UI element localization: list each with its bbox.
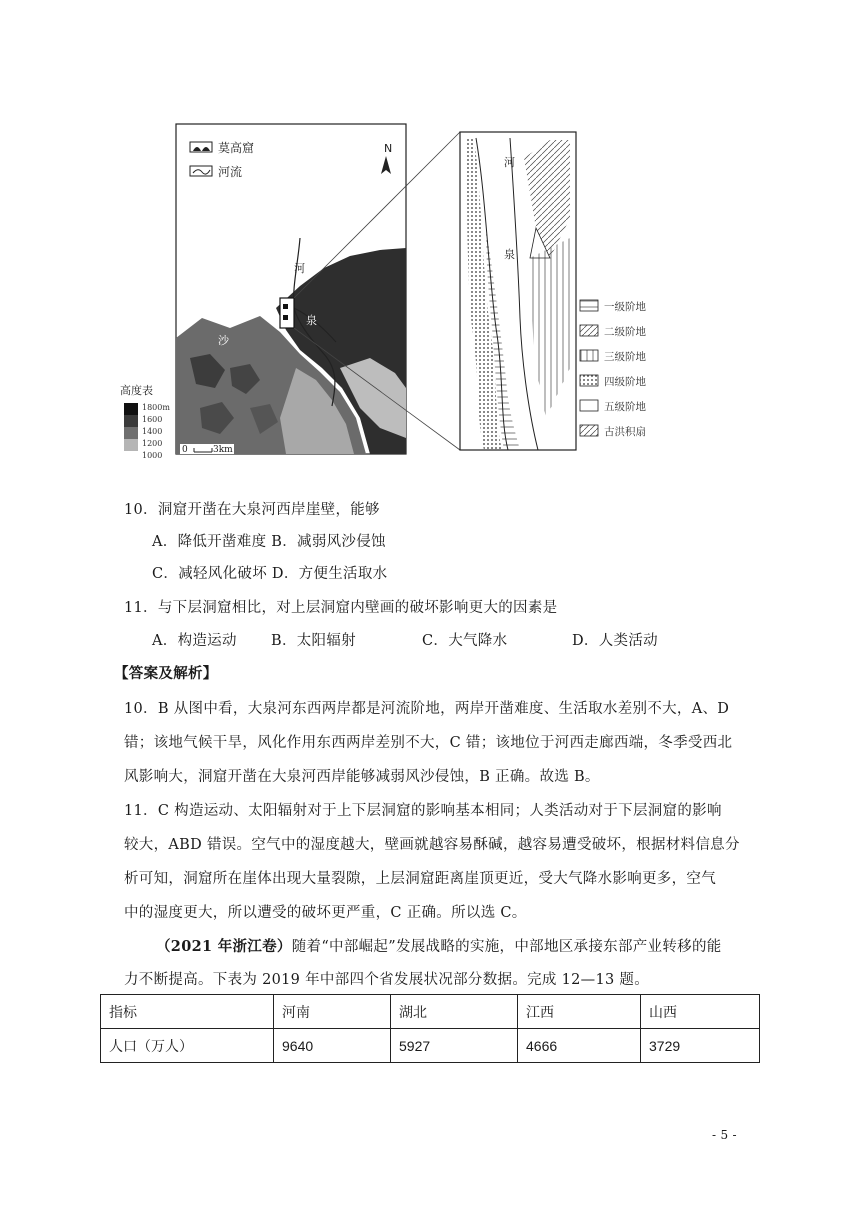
elev-tick-1400: 1400 (142, 427, 163, 436)
answer10-line2: 错；该地气候干旱，风化作用东西两岸差别不大，C 错；该地位于河西走廊西端，冬季受西北 (124, 735, 733, 751)
map-label-ming: 鸣 (208, 294, 219, 307)
answer11-line1: 11．C 构造运动、太阳辐射对于上下层洞窟的影响基本相同；人类活动对于下层洞窟的影响 (124, 803, 722, 819)
elev-tick-1800: 1800m (142, 403, 170, 412)
page-number: - 5 - (712, 1128, 737, 1142)
terrace-legend-5: 五级阶地 (604, 401, 646, 413)
data-table (100, 994, 760, 1063)
terrace-legend-1: 一级阶地 (604, 301, 646, 313)
elev-tick-1000: 1000 (142, 451, 163, 460)
terrace-legend-2: 二级阶地 (604, 326, 646, 338)
terrace-legend-5-swatch (580, 400, 598, 411)
table-cell: 湖北 (391, 995, 518, 1029)
figure-map (110, 118, 710, 463)
q11-option-d: D．人类活动 (572, 633, 658, 649)
answer11-line4: 中的湿度更大，所以遭受的破坏更严重，C 正确。所以选 C。 (124, 905, 527, 921)
scale-bar (180, 444, 234, 455)
q10-options-cd: C．减轻风化破坏 D．方便生活取水 (152, 566, 388, 582)
table-row (101, 1029, 760, 1063)
table-cell: 河南 (274, 995, 391, 1029)
svg-text:3km: 3km (213, 445, 233, 455)
q11-option-a: A．构造运动 (152, 633, 237, 649)
terrace-legend-3: 三级阶地 (604, 351, 646, 363)
table-cell: 4666 (518, 1029, 641, 1063)
answer10-line3: 风影响大，洞窟开凿在大泉河西岸能够减弱风沙侵蚀，B 正确。故选 B。 (124, 769, 600, 785)
map-label-he: 河 (294, 262, 305, 275)
map-label-sha: 沙 (218, 334, 229, 347)
inset-label-quan: 泉 (504, 248, 515, 261)
terrace-legend-2-swatch (580, 325, 598, 336)
table-cell: 人口（万人） (101, 1029, 274, 1063)
terrace-legend-4-swatch (580, 375, 598, 386)
table-cell: 3729 (641, 1029, 760, 1063)
q11-option-b: B．太阳辐射 (271, 633, 356, 649)
grottoes-legend-label: 莫高窟 (218, 141, 255, 155)
map-label-quan: 泉 (306, 314, 317, 327)
answer10-line1: 10．B 从图中看，大泉河东西两岸都是河流阶地，两岸开凿难度、生活取水差别不大，A、D (124, 701, 730, 717)
elev-tick-1200: 1200 (142, 439, 163, 448)
inset-label-he: 河 (504, 156, 515, 169)
question-source: （2021 年浙江卷） (156, 938, 292, 955)
svg-text:0: 0 (182, 445, 188, 455)
table-cell: 指标 (101, 995, 274, 1029)
river-legend-label: 河流 (218, 165, 243, 179)
grottoes-area (280, 298, 294, 328)
q11-stem: 11．与下层洞窟相比，对上层洞窟内壁画的破坏影响更大的因素是 (124, 600, 558, 616)
question-intro-line2: 力不断提高。下表为 2019 年中部四个省发展状况部分数据。完成 12—13 题。 (124, 972, 650, 988)
elevation-title: 高度表 (120, 384, 153, 397)
terrace-legend-6-swatch (580, 425, 598, 436)
q10-options-ab: A．降低开凿难度 B．减弱风沙侵蚀 (152, 534, 386, 550)
svg-text:N: N (384, 142, 393, 155)
terrace-legend-1-swatch (580, 300, 598, 311)
table-cell: 江西 (518, 995, 641, 1029)
q10-stem: 10．洞窟开凿在大泉河西岸崖壁，能够 (124, 502, 380, 518)
table-cell: 9640 (274, 1029, 391, 1063)
answer11-line3: 析可知，洞窟所在崖体出现大量裂隙，上层洞窟距离崖顶更近，受大气降水影响更多，空气 (124, 871, 716, 887)
answers-heading: 【答案及解析】 (114, 665, 218, 682)
elev-tick-1600: 1600 (142, 415, 163, 424)
table-cell: 山西 (641, 995, 760, 1029)
table-header-row (101, 995, 760, 1029)
terrace-legend-6: 古洪积扇 (604, 426, 646, 438)
table-cell: 5927 (391, 1029, 518, 1063)
answer11-line2: 较大，ABD 错误。空气中的湿度越大，壁画就越容易酥碱，越容易遭受破坏，根据材料信息分 (124, 837, 740, 853)
terrace-legend-4: 四级阶地 (604, 376, 646, 388)
q11-option-c: C．大气降水 (422, 633, 508, 649)
question-intro-line1: （2021 年浙江卷）随着“中部崛起”发展战略的实施，中部地区承接东部产业转移的能 (156, 938, 722, 955)
terrace-legend-3-swatch (580, 350, 598, 361)
